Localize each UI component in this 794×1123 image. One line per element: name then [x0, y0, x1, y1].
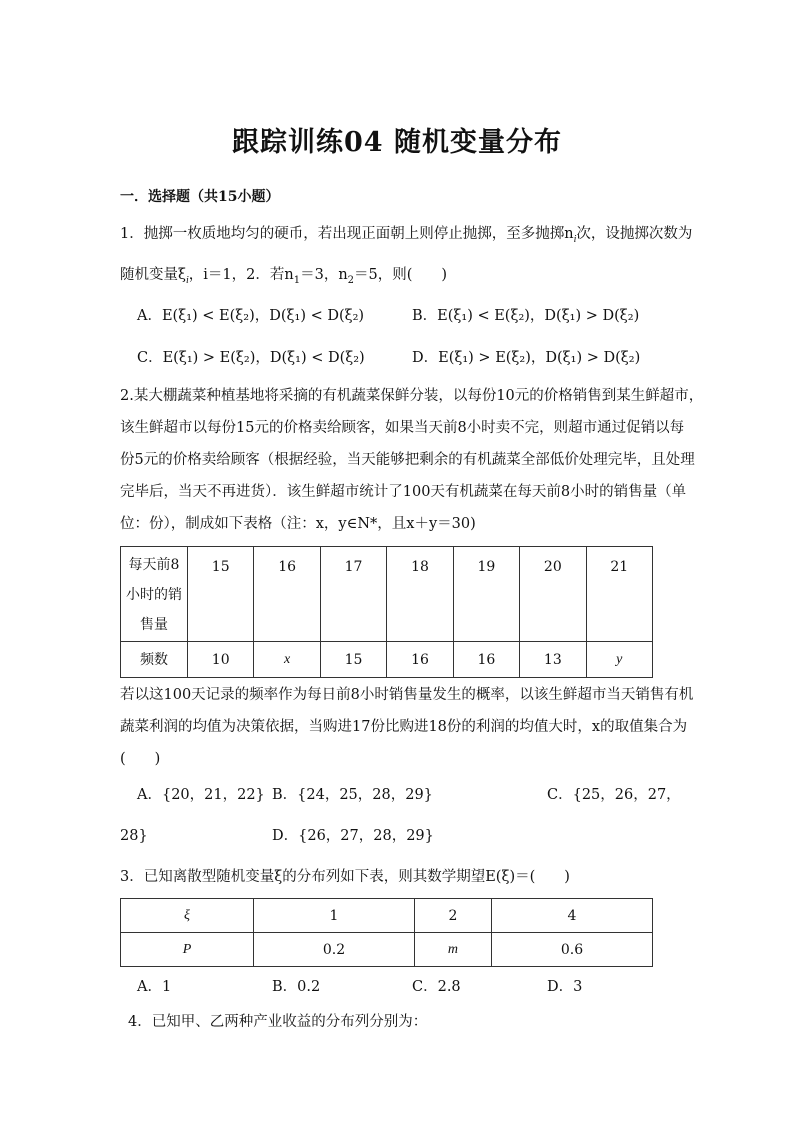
q1-option-b[interactable]: B．E(ξ₁) < E(ξ₂)，D(ξ₁) > D(ξ₂): [412, 308, 640, 324]
freq-label-cell: 频数: [121, 642, 188, 678]
dist-cell: 0.2: [254, 933, 415, 967]
distribution-row-values: [121, 899, 653, 933]
q1-option-a[interactable]: A．E(ξ₁) < E(ξ₂)，D(ξ₁) < D(ξ₂): [137, 308, 365, 324]
q2-option-a[interactable]: A．{20，21，22}: [137, 787, 265, 803]
dist-cell: 1: [254, 899, 415, 933]
dist-cell: 0.6: [491, 933, 652, 967]
sales-table-row: [121, 547, 653, 642]
q1-option-d[interactable]: D．E(ξ₁) > E(ξ₂)，D(ξ₁) > D(ξ₂): [412, 350, 641, 366]
sales-value-cell: 21: [586, 547, 652, 642]
freq-cell: 10: [188, 642, 254, 678]
q2-option-b[interactable]: B．{24，25，28，29}: [272, 787, 433, 803]
q2-stem-line-4: 完毕后，当天不再进货）．该生鲜超市统计了100天有机蔬菜在每天前8小时的销售量（单: [120, 484, 687, 500]
q1-stem-line2: [120, 265, 447, 291]
q3-option-c[interactable]: C．2.8: [412, 979, 461, 995]
q3-option-a[interactable]: A．1: [137, 979, 172, 995]
freq-cell: 15: [320, 642, 386, 678]
sales-value-cell: 19: [453, 547, 519, 642]
q4-stem: 4．已知甲、乙两种产业收益的分布列分别为：: [128, 1014, 428, 1030]
q1-var-text: 随机变量ξ: [120, 267, 186, 283]
q3-stem: 3．已知离散型随机变量ξ的分布列如下表，则其数学期望E(ξ)＝( ): [120, 869, 570, 885]
sales-value-cell: 18: [387, 547, 453, 642]
freq-cell: 16: [387, 642, 453, 678]
q1-stem-end: 次，设抛掷次数为: [576, 226, 693, 242]
dist-cell: 4: [491, 899, 652, 933]
distribution-row-probabilities: [121, 933, 653, 967]
q2-after-line-2: 蔬菜利润的均值为决策依据，当购进17份比购进18份的利润的均值大时，x的取值集合为: [120, 719, 688, 735]
q2-after-line-3: ( ): [120, 751, 161, 767]
q1-sub-2: 2: [347, 274, 355, 286]
q1-cond-c: ＝5，则( ): [354, 267, 448, 283]
sales-table: [120, 546, 653, 678]
sales-header-cell: [121, 547, 188, 642]
q2-stem-line-2: 该生鲜超市以每份15元的价格卖给顾客，如果当天前8小时卖不完，则超市通过促销以每: [120, 420, 685, 436]
q2-option-c[interactable]: C．{25，26，27，: [547, 787, 681, 803]
q2-option-d[interactable]: D．{26，27，28，29}: [272, 828, 434, 844]
q2-after-line-1: 若以这100天记录的频率作为每日前8小时销售量发生的概率，以该生鲜超市当天销售有机: [120, 687, 694, 703]
q1-subscript-i: i: [573, 233, 577, 245]
q1-cond-a: ，i＝1，2．若n: [188, 267, 294, 283]
q3-option-d[interactable]: D．3: [547, 979, 583, 995]
page-title: 跟踪训练04 随机变量分布: [232, 127, 562, 158]
q2-stem-line-1: 2.某大棚蔬菜种植基地将采摘的有机蔬菜保鲜分装，以每份10元的价格销售到某生鲜超市，: [120, 388, 704, 404]
q1-stem-line1: [120, 224, 692, 250]
q2-stem-line-5: 位：份），制成如下表格（注：x，y∈N*，且x＋y＝30): [120, 516, 476, 532]
dist-cell: 2: [415, 899, 492, 933]
dist-cell: m: [415, 933, 492, 967]
q2-option-c-continued[interactable]: 28}: [120, 828, 148, 844]
sales-value-cell: 16: [254, 547, 320, 642]
freq-cell: 16: [453, 642, 519, 678]
freq-cell: x: [254, 642, 320, 678]
freq-cell: 13: [520, 642, 586, 678]
sales-value-cell: 20: [520, 547, 586, 642]
sales-value-cell: 15: [188, 547, 254, 642]
dist-cell: P: [121, 933, 254, 967]
q1-stem-text: 1．抛掷一枚质地均匀的硬币，若出现正面朝上则停止抛掷，至多抛掷n: [120, 226, 574, 242]
distribution-table: [120, 898, 653, 967]
sales-header-line: 售量: [140, 617, 168, 633]
section-heading: 一．选择题（共15小题）: [120, 189, 280, 205]
q1-option-c[interactable]: C．E(ξ₁) > E(ξ₂)，D(ξ₁) < D(ξ₂): [137, 350, 365, 366]
dist-cell: ξ: [121, 899, 254, 933]
sales-value-cell: 17: [320, 547, 386, 642]
freq-table-row: [121, 642, 653, 678]
q1-cond-b: ＝3，n: [300, 267, 348, 283]
q2-stem-line-3: 份5元的价格卖给顾客（根据经验，当天能够把剩余的有机蔬菜全部低价处理完毕，且处理: [120, 452, 695, 468]
freq-cell: y: [586, 642, 652, 678]
sales-header-line: 每天前8: [128, 557, 180, 573]
q1-sub-1: 1: [293, 274, 301, 286]
q3-option-b[interactable]: B．0.2: [272, 979, 321, 995]
q1-sub-i-2: i: [186, 274, 189, 286]
sales-header-line: 小时的销: [126, 587, 182, 603]
